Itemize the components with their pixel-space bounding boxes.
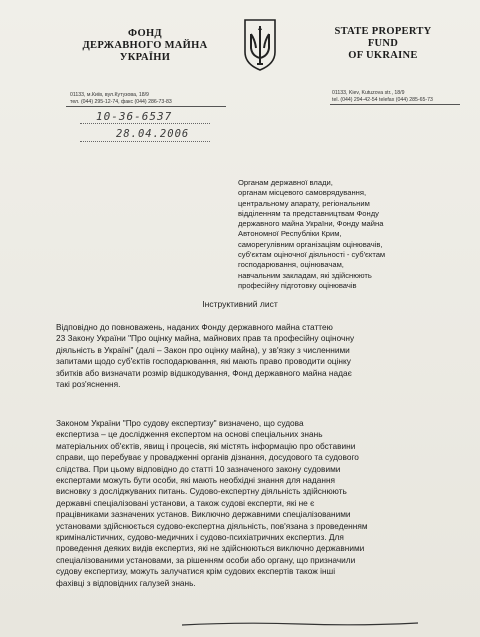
text-line: збитків або визначати розмір відшкодування, Фонд державного майна надає bbox=[56, 367, 352, 378]
addressee-line: навчальним закладам, які здійснюють bbox=[238, 270, 372, 280]
org-name-line: УКРАЇНИ bbox=[119, 52, 171, 63]
org-name-english bbox=[318, 26, 448, 62]
org-name-line: ФОНД bbox=[128, 28, 162, 39]
address-line: 01133, м.Київ, вул.Кутузова, 18/9 bbox=[70, 92, 149, 98]
registration-date: 28.04.2006 bbox=[116, 128, 190, 140]
text-line: фахівці з відповідних галузей знань. bbox=[56, 577, 196, 588]
paragraph-law bbox=[56, 418, 451, 589]
address-rule bbox=[66, 106, 226, 107]
text-line: матеріальних об'єктів, явищ і процесів, які містять інформацію про обставини bbox=[56, 440, 356, 451]
addressees-block bbox=[238, 178, 450, 291]
address-english bbox=[332, 90, 472, 104]
text-line: експертиза – це дослідження експертом на основі спеціальних знань bbox=[56, 429, 323, 440]
address-line: тел. (044) 295-12-74, факс (044) 286-73-83 bbox=[70, 99, 172, 105]
registration-number-line bbox=[80, 123, 210, 124]
text-line: діяльність в Україні" (далі – Закон про оцінку майна), у зв'язку з численними bbox=[56, 344, 350, 355]
text-line: запитами щодо суб'єктів господарювання, які мають право проводити оцінку bbox=[56, 356, 351, 367]
trident-emblem-icon bbox=[242, 18, 278, 72]
text-line: такі роз'яснення. bbox=[56, 379, 121, 390]
text-line: справи, що перебуває у провадженні органів дізнання, досудового та судового bbox=[56, 452, 359, 463]
registration-date-line bbox=[80, 141, 210, 142]
text-line: висновку з досліджуваних питань. Судово-експертну діяльність здійснюють bbox=[56, 486, 347, 497]
text-line: експертами можуть бути особи, які мають необхідні знання для надання bbox=[56, 475, 336, 486]
addressee-line: саморегулівним організаціям оцінювачів, bbox=[238, 239, 383, 249]
text-line: слідства. При цьому відповідно до статті 10 зазначеного закону судовими bbox=[56, 463, 341, 474]
org-name-line: STATE PROPERTY bbox=[334, 26, 432, 37]
text-line: проведення деяких видів експертиз, які не здійснюються виключно державними bbox=[56, 543, 365, 554]
text-line: державні спеціалізовані установи, а також судові експерти, які не є bbox=[56, 497, 315, 508]
addressee-line: органам місцевого самоврядування, bbox=[238, 188, 367, 198]
registration-number: 10-36-6537 bbox=[96, 110, 173, 123]
org-name-line: ДЕРЖАВНОГО МАЙНА bbox=[82, 40, 208, 51]
text-line: Відповідно до повноважень, наданих Фонду державного майна статтею bbox=[56, 322, 333, 332]
address-rule bbox=[330, 104, 460, 105]
org-name-ukrainian bbox=[60, 28, 230, 64]
text-line: установами здійснюється судово-експертна діяльність, пов'язана з проведенням bbox=[56, 520, 368, 531]
org-name-line: FUND bbox=[367, 38, 399, 49]
text-line: 23 Закону України "Про оцінку майна, майнових прав та професійну оціночну bbox=[56, 333, 355, 344]
addressee-line: господарювання, оцінювачам, bbox=[238, 260, 344, 270]
addressee-line: професійну підготовку оцінювачів bbox=[238, 280, 357, 290]
paragraph-intro bbox=[56, 322, 451, 390]
address-ukrainian bbox=[70, 92, 240, 106]
text-line: працівниками зазначених установ. Виключно державними спеціалізованими bbox=[56, 509, 351, 520]
addressee-line: Автономної Республіки Крим, bbox=[238, 229, 342, 239]
text-line: спеціалізованими установами, за рішенням особи або органу, що призначили bbox=[56, 554, 356, 565]
text-line: судову експертизу, можуть залучатися крім судових експертів також інші bbox=[56, 566, 336, 577]
handwritten-underline bbox=[180, 619, 420, 629]
text-line: криміналістичних, судово-медичних і судово-психіатричних експертиз. Для bbox=[56, 532, 344, 543]
addressee-line: Органам державної влади, bbox=[238, 178, 333, 187]
address-line: 01133, Kiev, Kutuzova str., 18/9 bbox=[332, 90, 405, 96]
org-name-line: OF UKRAINE bbox=[348, 50, 418, 61]
addressee-line: відділенням та представництвам Фонду bbox=[238, 208, 379, 218]
addressee-line: центральному апарату, регіональним bbox=[238, 198, 370, 208]
document-title: Інструктивний лист bbox=[202, 299, 278, 309]
text-line: Законом України "Про судову експертизу" визначено, що судова bbox=[56, 418, 304, 428]
addressee-line: суб'єктам оціночної діяльності - суб'єктам bbox=[238, 250, 386, 260]
address-line: tel. (044) 294-42-54 telefax (044) 285-65-73 bbox=[332, 97, 433, 103]
addressee-line: державного майна України, Фонду майна bbox=[238, 219, 384, 229]
